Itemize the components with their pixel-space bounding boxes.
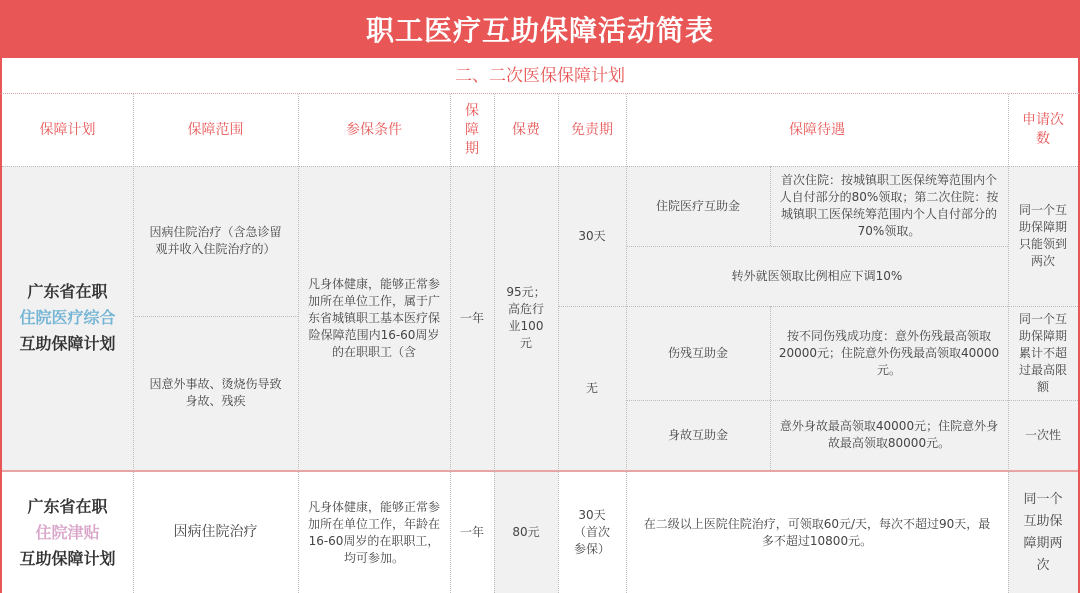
grid-line bbox=[1008, 94, 1009, 593]
header-benefit: 保障待遇 bbox=[789, 121, 845, 138]
plan2-name-line1: 广东省在职 bbox=[27, 496, 108, 516]
grid-line bbox=[558, 306, 1078, 307]
plan1-scope-illness: 因病住院治疗（含急诊留观并收入住院治疗的） bbox=[133, 166, 298, 316]
grid-line bbox=[770, 166, 771, 246]
grid-line bbox=[2, 166, 1078, 167]
benefit-disability-detail: 按不同伤残成功度：意外伤残最高领取20000元；住院意外伤残最高领取40000元。 bbox=[770, 306, 1008, 400]
page-title: 职工医疗互助保障活动简表 bbox=[0, 0, 1080, 58]
header-fee: 保费 bbox=[512, 121, 540, 138]
grid-line bbox=[133, 94, 134, 593]
plan2-scope: 因病住院治疗 bbox=[173, 524, 258, 540]
plan2-name-line2: 住院津贴 bbox=[35, 522, 100, 542]
plan2-benefit: 在二级以上医院住院治疗，可领取60元/天，每次不超过90天，最多不超过10800元。 bbox=[643, 516, 991, 548]
benefit-transfer-note: 转外就医领取比例相应下调10% bbox=[626, 246, 1008, 306]
plan1-exempt-none: 无 bbox=[558, 306, 626, 470]
section-divider bbox=[2, 470, 1078, 472]
header-plan: 保障计划 bbox=[39, 121, 96, 138]
benefit-medical-detail: 首次住院：按城镇职工医保统筹范围内个人自付部分的80%领取；第二次住院：按城镇职工医保统筹范围内个人自付部分的70%领取。 bbox=[770, 166, 1008, 246]
plan1-times-disability: 同一个互助保障期累计不超过最高限额 bbox=[1008, 306, 1078, 400]
header-times: 申请次数 bbox=[1022, 112, 1064, 147]
plan1-name-line3: 互助保障计划 bbox=[19, 334, 116, 353]
header-condition: 参保条件 bbox=[346, 121, 402, 138]
header-exempt: 免责期 bbox=[571, 121, 613, 138]
header-period: 保障期 bbox=[465, 102, 479, 157]
grid-line bbox=[494, 94, 495, 593]
plan1-exempt-30days: 30天 bbox=[558, 166, 626, 306]
plan1-name-line2: 住院医疗综合 bbox=[19, 308, 116, 327]
grid-line bbox=[133, 316, 298, 317]
plan2-fee: 80元 bbox=[494, 472, 558, 593]
grid-line bbox=[298, 94, 299, 593]
plan2-times: 同一个互助保障期两次 bbox=[1008, 472, 1078, 593]
section-subtitle: 二、二次医保保障计划 bbox=[0, 58, 1080, 94]
plan1-name-line1: 广东省在职 bbox=[27, 282, 108, 301]
grid-line bbox=[626, 94, 627, 593]
plan1-scope-accident: 因意外事故、烫烧伤导致身故、残疾 bbox=[133, 316, 298, 470]
benefit-disability-name: 伤残互助金 bbox=[626, 306, 770, 400]
plan1-times-medical: 同一个互助保障期只能领到两次 bbox=[1008, 166, 1078, 306]
plan2-exempt: 30天（首次参保） bbox=[573, 508, 610, 556]
benefit-death-detail: 意外身故最高领取40000元；住院意外身故最高领取80000元。 bbox=[770, 400, 1008, 470]
plan1-condition: 凡身体健康，能够正常参加所在单位工作，属于广东省城镇职工基本医疗保险保障范围内16-60周岁的在职职工（含 bbox=[298, 166, 450, 470]
grid-line bbox=[626, 400, 1078, 401]
grid-line bbox=[558, 94, 559, 593]
plan1-fee: 95元；高危行业100元 bbox=[494, 166, 558, 470]
header-scope: 保障范围 bbox=[187, 121, 244, 138]
plan1-times-death: 一次性 bbox=[1008, 400, 1078, 470]
plan1-name bbox=[2, 166, 133, 470]
grid-line bbox=[450, 94, 451, 593]
grid-line bbox=[626, 246, 1008, 247]
benefit-medical-name: 住院医疗互助金 bbox=[626, 166, 770, 246]
grid-line bbox=[770, 306, 771, 470]
plan1-period: 一年 bbox=[450, 166, 494, 470]
benefit-death-name: 身故互助金 bbox=[626, 400, 770, 470]
plan2-name bbox=[2, 472, 133, 593]
plan2-name-line3: 互助保障计划 bbox=[19, 548, 116, 568]
plan2-period: 一年 bbox=[459, 525, 484, 539]
plan2-condition: 凡身体健康，能够正常参加所在单位工作，年龄在16-60周岁的在职职工，均可参加。 bbox=[308, 499, 441, 565]
